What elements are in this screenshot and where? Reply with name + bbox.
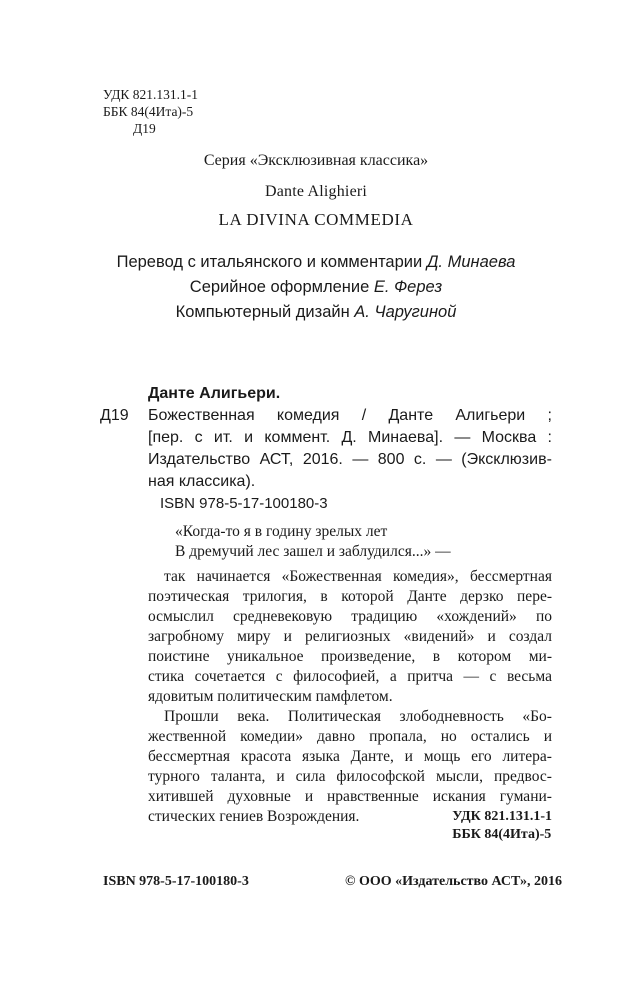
word: в — [432, 648, 441, 665]
word: Божественная — [148, 407, 255, 424]
annotation-line — [148, 607, 552, 627]
word: «Божественная — [281, 568, 382, 585]
word: злободневность — [399, 708, 504, 725]
word: в — [320, 588, 328, 605]
classification-codes — [103, 86, 198, 137]
bbk-code-bottom: ББК 84(4Ита)-5 — [452, 827, 552, 842]
word: [пер. — [148, 429, 184, 446]
author-mark: Д19 — [133, 121, 156, 136]
word: ная классика). — [148, 473, 256, 490]
series-title: Серия «Эксклюзивная классика» — [203, 152, 429, 169]
word: и — [487, 628, 496, 645]
translator-name: Д. Минаева — [426, 253, 516, 271]
word: Алигьери — [455, 407, 526, 424]
word: — — [454, 429, 471, 446]
annotation-line — [148, 727, 552, 747]
word: АСТ, — [259, 451, 294, 468]
series-design-credit — [0, 278, 632, 297]
word: и — [283, 628, 292, 645]
annotation-line — [148, 587, 552, 607]
word: поэтическая — [148, 588, 230, 605]
word: дерзко — [460, 588, 504, 605]
classification-codes-bottom — [452, 808, 552, 844]
word: хитившей — [148, 788, 214, 805]
bib-line — [148, 405, 552, 427]
word: Данте — [388, 407, 434, 424]
word: предвос- — [493, 768, 552, 785]
original-title: LA DIVINA COMMEDIA — [218, 210, 414, 229]
word: комедия», — [393, 568, 459, 585]
word: «видений» — [403, 628, 475, 645]
word: пропала, — [369, 728, 427, 745]
word: комедии» — [240, 728, 304, 745]
udk-code: УДК 821.131.1-1 — [103, 87, 199, 102]
annotation-line — [148, 647, 552, 667]
bib-author: Данте Алигьери. — [148, 385, 281, 402]
word: нравственные — [327, 788, 419, 805]
word: (Эксклюзив- — [461, 451, 552, 468]
word: остались — [470, 728, 530, 745]
word: загробному — [148, 628, 225, 645]
word: 2016. — [302, 451, 343, 468]
word: бессмертная — [148, 748, 231, 765]
word: с — [194, 429, 203, 446]
word: традицию — [351, 608, 418, 625]
annotation-line — [148, 787, 552, 807]
word: поистине — [148, 648, 210, 665]
word: которой — [341, 588, 394, 605]
word: коммент. — [264, 429, 331, 446]
word: «Бо- — [522, 708, 552, 725]
word: : — [547, 429, 552, 446]
word: духовные — [227, 788, 291, 805]
footer-copyright: © ООО «Издательство АСТ», 2016 — [345, 874, 563, 889]
computer-designer-name: А. Чаругиной — [354, 303, 457, 321]
word: / — [361, 407, 367, 424]
bib-description — [148, 405, 552, 493]
computer-design-credit — [0, 303, 632, 322]
designer-name: Е. Ферез — [373, 278, 443, 296]
word: мысли, — [435, 768, 483, 785]
annotation-line — [148, 687, 552, 707]
word: и — [543, 728, 552, 745]
bib-line — [148, 471, 552, 493]
word: гумани- — [499, 788, 552, 805]
series-design-label: Серийное оформление — [189, 278, 374, 296]
annotation-line — [148, 767, 552, 787]
word: стических гениев Возрождения. — [148, 808, 360, 825]
word: ; — [547, 407, 552, 424]
word: начинается — [196, 568, 271, 585]
word: котором — [457, 648, 512, 665]
udk-code-bottom: УДК 821.131.1-1 — [452, 809, 552, 824]
word: создал — [508, 628, 552, 645]
word: комедия — [276, 407, 340, 424]
word: ми- — [528, 648, 552, 665]
word: сила — [295, 768, 326, 785]
word: философской — [336, 768, 425, 785]
bib-isbn: ISBN 978-5-17-100180-3 — [160, 495, 328, 512]
annotation-line — [148, 627, 552, 647]
computer-design-label: Компьютерный дизайн — [175, 303, 355, 321]
annotation-line — [148, 707, 552, 727]
word: с — [275, 668, 283, 685]
annotation-line — [148, 747, 552, 767]
word: осмыслил — [148, 608, 214, 625]
word: но — [440, 728, 457, 745]
annotation — [148, 567, 552, 827]
word: века. — [237, 708, 270, 725]
word: так — [164, 568, 186, 585]
word: весьма — [506, 668, 552, 685]
word: с. — [413, 451, 427, 468]
word: философией, — [293, 668, 380, 685]
word: Данте — [407, 588, 447, 605]
word: по — [535, 608, 552, 625]
word: 800 — [377, 451, 405, 468]
bib-line — [148, 427, 552, 449]
word: «хождений» — [436, 608, 517, 625]
word: а — [389, 668, 397, 685]
translation-credit — [0, 253, 632, 272]
word: бессмертная — [469, 568, 552, 585]
word: ядовитым политическим памфлетом. — [148, 688, 393, 705]
word: красота — [240, 748, 292, 765]
word: Прошли — [164, 708, 219, 725]
word: и — [304, 788, 314, 805]
epigraph-line: В дремучий лес зашел и заблудился...» — — [175, 543, 451, 560]
word: притча — [407, 668, 454, 685]
bib-line — [148, 449, 552, 471]
word: произведение, — [321, 648, 416, 665]
word: и — [404, 748, 413, 765]
epigraph-line: «Когда-то я в годину зрелых лет — [175, 523, 388, 540]
word: языка — [302, 748, 340, 765]
word: давно — [317, 728, 356, 745]
word: Д. — [341, 429, 357, 446]
word: ит. — [213, 429, 233, 446]
word: трилогия, — [242, 588, 307, 605]
annotation-line — [148, 567, 552, 587]
word: — — [435, 451, 452, 468]
word: с — [489, 668, 497, 685]
translation-label: Перевод с итальянского и комментарии — [116, 253, 427, 271]
footer-isbn: ISBN 978-5-17-100180-3 — [103, 874, 249, 889]
word: и — [244, 429, 254, 446]
annotation-line — [148, 667, 552, 687]
word: — — [463, 668, 480, 685]
word: уникальное — [226, 648, 304, 665]
word: миру — [237, 628, 271, 645]
word: сочетается — [194, 668, 266, 685]
original-author: Dante Alighieri — [264, 183, 368, 200]
word: пере- — [517, 588, 552, 605]
bib-author-mark: Д19 — [100, 407, 129, 424]
epigraph — [175, 522, 451, 562]
word: его — [471, 748, 492, 765]
word: Москва — [481, 429, 537, 446]
word: стика — [148, 668, 185, 685]
word: мощь — [423, 748, 461, 765]
word: Данте, — [350, 748, 394, 765]
word: Издательство — [148, 451, 251, 468]
word: искания — [432, 788, 486, 805]
word: религиозных — [304, 628, 391, 645]
word: — — [352, 451, 369, 468]
word: Минаева]. — [368, 429, 444, 446]
word: жественной — [148, 728, 227, 745]
word: средневековую — [233, 608, 333, 625]
word: и — [276, 768, 285, 785]
word: таланта, — [210, 768, 266, 785]
bbk-code: ББК 84(4Ита)-5 — [103, 104, 194, 119]
word: турного — [148, 768, 200, 785]
word: литера- — [502, 748, 552, 765]
word: Политическая — [287, 708, 381, 725]
